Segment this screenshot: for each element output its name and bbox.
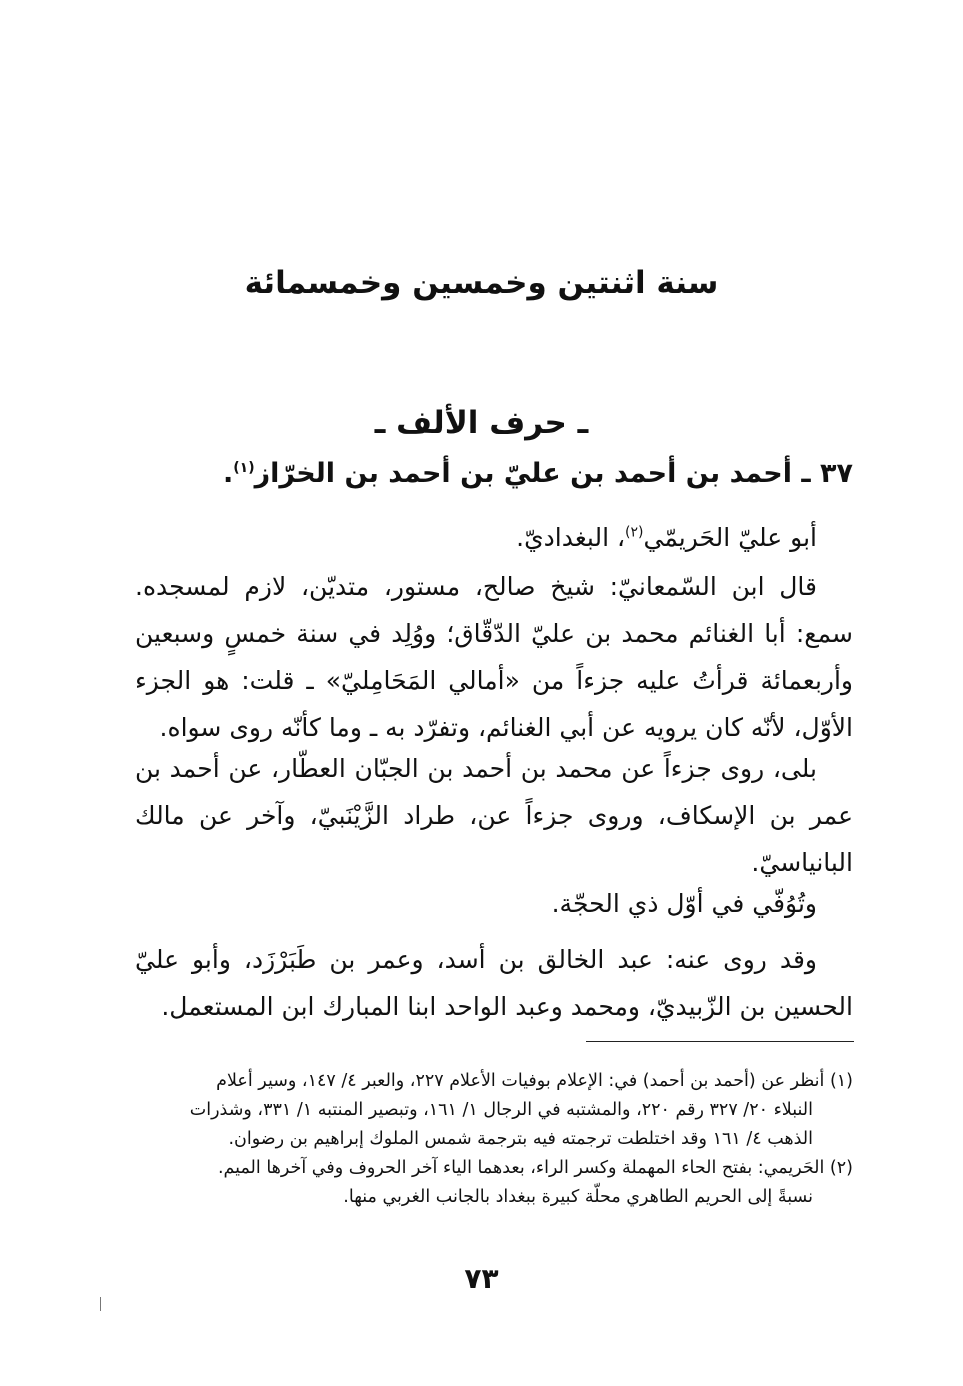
- paragraph-1-text: قال ابن السّمعانيّ: شيخ صالح، مستور، متديّن، لازم لمسجده. سمع: أبا الغنائم محمد بن عليّ الدّقّاق؛ ووُلِد في سنة خمسٍ وسبعين وأربعمائة قرأتُ عليه جزءاً من «أمالي المَحَامِليّ» ـ قلت: هو الجزء الأوّل، لأنّه كان يرويه عن أبي الغنائم، وتفرّد به ـ وما كأنّه روى سواه.: [135, 572, 853, 742]
- footnote-1-line-3: الذهب ٤/ ١٦١ وقد اختلطت ترجمته فيه بترجمة شمس الملوك إبراهيم بن رضوان.: [228, 1129, 813, 1149]
- footnote-1-line-2: النبلاء ٢٠/ ٣٢٧ رقم ٢٢٠، والمشتبه في الرجال ١/ ١٦١، وتبصير المنتبه ١/ ٣٣١، وشذرات: [189, 1100, 813, 1120]
- kunya-end: ، البغداديّ.: [516, 523, 626, 552]
- entry-paragraph-1: [135, 563, 853, 751]
- entry-paragraph-4: [135, 936, 853, 1030]
- page-number: ٧٣: [464, 1262, 499, 1295]
- entry-paragraph-2: [135, 745, 853, 886]
- entry-paragraph-3: [135, 880, 853, 927]
- year-heading: سنة اثنتين وخمسين وخمسمائة: [244, 265, 719, 301]
- footnote-2-line-2: نسبةً إلى الحريم الطاهري محلّة كبيرة ببغداد بالجانب الغربي منها.: [343, 1187, 813, 1207]
- footnote-ref-1[interactable]: (١): [233, 460, 255, 476]
- footnote-ref-2[interactable]: (٢): [625, 524, 644, 541]
- footnote-1-line-1: (١) أنظر عن (أحمد بن أحمد) في: الإعلام بوفيات الأعلام ٢٢٧، والعبر ٤/ ١٤٧، وسير أعلام: [216, 1071, 853, 1091]
- entry-kunya: [135, 514, 853, 561]
- paragraph-3-text: وتُوُفّي في أوّل ذي الحجّة.: [551, 889, 817, 918]
- footnote-divider: [586, 1041, 854, 1042]
- scan-mark: [100, 1297, 101, 1311]
- section-heading: ـ حرف الألف ـ: [374, 405, 589, 441]
- entry-heading-end: .: [222, 458, 234, 489]
- paragraph-4-text: وقد روى عنه: عبد الخالق بن أسد، وعمر بن طَبَرْزَد، وأبو عليّ الحسين بن الزّبيديّ، ومحمد وعبد الواحد ابنا المبارك ابن المستعمل.: [135, 945, 853, 1021]
- paragraph-2-text: بلى، روى جزءاً عن محمد بن أحمد بن الجبّان العطّار، عن أحمد بن عمر بن الإسكاف، وروى جزءاً عن، طراد الزَّيْنَبيّ، وآخر عن مالك البانياسيّ.: [135, 754, 853, 877]
- kunya-text: أبو عليّ الحَريمّي: [643, 523, 817, 552]
- footnote-2-line-1: (٢) الحَريمي: بفتح الحاء المهملة وكسر الراء، بعدهما الياء آخر الحروف وفي آخرها الميم.: [217, 1158, 853, 1178]
- entry-heading: [135, 458, 853, 489]
- footnotes: [135, 1067, 853, 1212]
- entry-heading-text: ٣٧ ـ أحمد بن أحمد بن عليّ بن أحمد بن الخرّاز: [254, 458, 853, 489]
